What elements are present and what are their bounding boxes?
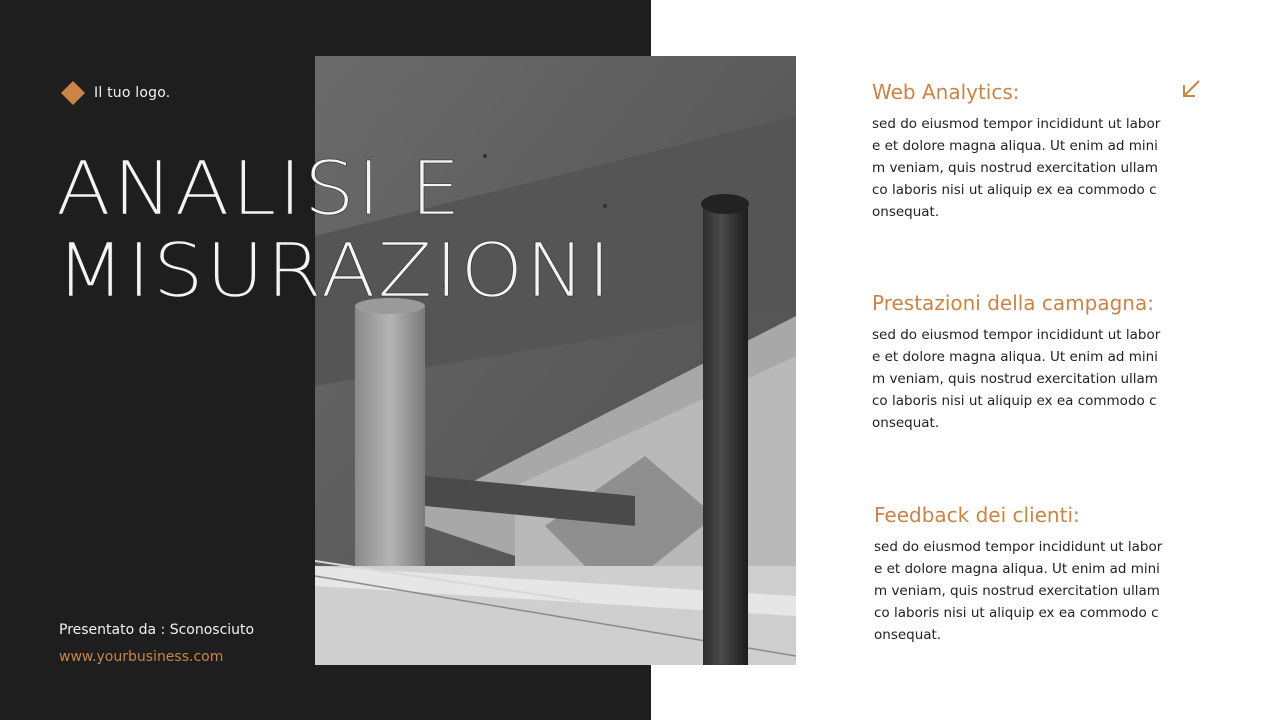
diamond-logo-icon bbox=[60, 80, 86, 106]
section-customer-feedback bbox=[874, 502, 1174, 646]
logo-text: Il tuo logo. bbox=[94, 85, 171, 101]
title-line-2: MISURAZIONI bbox=[56, 228, 614, 314]
section-heading: Prestazioni della campagna: bbox=[872, 291, 1154, 315]
section-body: sed do eiusmod tempor incididunt ut labore et dolore magna aliqua. Ut enim ad minim veniam, quis nostrud exercitation ullamco laboris nisi ut aliquip ex ea commodo consequat. bbox=[872, 327, 1161, 431]
page-title bbox=[56, 148, 613, 312]
section-heading: Feedback dei clienti: bbox=[874, 503, 1080, 527]
section-campaign-performance bbox=[872, 290, 1172, 434]
logo bbox=[60, 80, 170, 106]
section-web-analytics bbox=[872, 79, 1172, 223]
presenter-text: Presentato da : Sconosciuto bbox=[59, 622, 255, 638]
section-heading: Web Analytics: bbox=[872, 80, 1020, 104]
title-line-1: ANALISI E bbox=[56, 146, 463, 232]
section-body: sed do eiusmod tempor incididunt ut labore et dolore magna aliqua. Ut enim ad minim veniam, quis nostrud exercitation ullamco laboris nisi ut aliquip ex ea commodo consequat. bbox=[874, 539, 1163, 643]
arrow-down-left-icon bbox=[1180, 78, 1202, 100]
website-link[interactable]: www.yourbusiness.com bbox=[59, 649, 224, 665]
section-body: sed do eiusmod tempor incididunt ut labore et dolore magna aliqua. Ut enim ad minim veniam, quis nostrud exercitation ullamco laboris nisi ut aliquip ex ea commodo consequat. bbox=[872, 116, 1161, 220]
